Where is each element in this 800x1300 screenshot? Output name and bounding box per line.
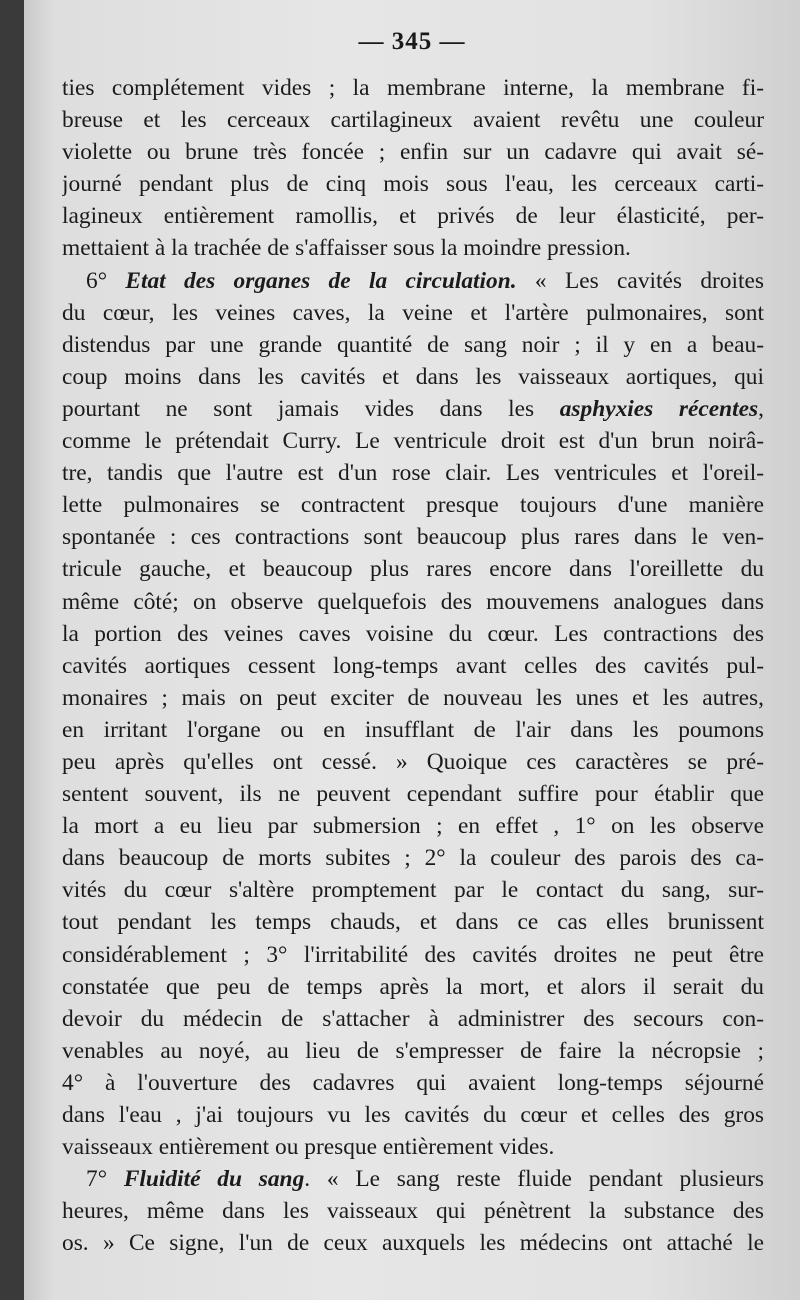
text-line: en irritant l'organe ou en insufflant de l'air dans les poumons	[62, 716, 764, 743]
text-line: venables au noyé, au lieu de s'empresser de faire la nécropsie ;	[62, 1037, 764, 1064]
text-fragment: pourtant ne sont jamais vides dans les	[62, 395, 560, 422]
italic-heading: Etat des organes de la circulation.	[125, 267, 517, 294]
text-line: lette pulmonaires se contractent presque toujours d'une manière	[62, 492, 764, 519]
page-number: — 345 —	[358, 28, 466, 55]
text-fragment: ,	[758, 395, 764, 422]
text-line: constatée que peu de temps après la mort, et alors il serait du	[62, 973, 764, 1000]
text-line: cavités aortiques cessent long-temps avant celles des cavités pul-	[62, 652, 764, 679]
text-fragment: 7°	[86, 1166, 124, 1193]
text-line: même côté; on observe quelquefois des mouvemens analogues dans	[62, 588, 764, 615]
text-fragment: . « Le sang reste fluide pendant plusieurs	[304, 1166, 764, 1193]
text-line	[62, 393, 764, 425]
text-fragment: « Les cavités droites	[516, 267, 764, 294]
text-line: mettaient à la trachée de s'affaisser sous la moindre pression.	[62, 235, 631, 262]
italic-heading: Fluidité du sang	[123, 1166, 305, 1193]
text-line: dans l'eau , j'ai toujours vu les cavités du cœur et celles des gros	[62, 1102, 764, 1128]
text-line: 4° à l'ouverture des cadavres qui avaient long-temps séjourné	[62, 1069, 764, 1096]
text-line: devoir du médecin de s'attacher à administrer des secours con-	[62, 1005, 764, 1032]
text-line: os. » Ce signe, l'un de ceux auxquels les médecins ont attaché le	[62, 1230, 764, 1257]
text-line: tre, tandis que l'autre est d'un rose clair. Les ventricules et l'oreil-	[62, 460, 764, 487]
text-line	[62, 265, 764, 297]
text-line: sentent souvent, ils ne peuvent cependant suffire pour établir que	[62, 781, 764, 808]
text-line: tricule gauche, et beaucoup plus rares encore dans l'oreillette du	[62, 556, 764, 583]
text-line: distendus par une grande quantité de sang noir ; il y en a beau-	[62, 331, 764, 358]
text-line: heures, même dans les vaisseaux qui pénètrent la substance des	[62, 1198, 764, 1225]
text-line: la mort a eu lieu par submersion ; en effet , 1° on les observe	[62, 813, 764, 840]
text-line: monaires ; mais on peut exciter de nouveau les unes et les autres,	[62, 684, 764, 711]
text-line: spontanée : ces contractions sont beaucoup plus rares dans le ven-	[62, 524, 764, 551]
text-line: breuse et les cerceaux cartilagineux avaient revêtu une couleur	[62, 107, 764, 134]
book-page	[24, 0, 800, 1300]
text-fragment: 6°	[86, 267, 126, 294]
text-line: du cœur, les veines caves, la veine et l'artère pulmonaires, sont	[62, 299, 764, 326]
text-line: vités du cœur s'altère promptement par le contact du sang, sur-	[62, 877, 764, 904]
text-line: coup moins dans les cavités et dans les vaisseaux aortiques, qui	[62, 363, 764, 390]
text-line: violette ou brune très foncée ; enfin sur un cadavre qui avait sé-	[62, 139, 764, 166]
text-line: considérablement ; 3° l'irritabilité des cavités droites ne peut être	[62, 941, 764, 968]
text-line: dans beaucoup de morts subites ; 2° la couleur des parois des ca-	[62, 845, 764, 872]
text-line	[62, 1163, 764, 1195]
text-line: tout pendant les temps chauds, et dans ce cas elles brunissent	[62, 909, 764, 936]
text-line: journé pendant plus de cinq mois sous l'eau, les cerceaux carti-	[62, 171, 764, 198]
text-line: ties complétement vides ; la membrane interne, la membrane fi-	[62, 75, 764, 101]
text-line: lagineux entièrement ramollis, et privés de leur élasticité, per-	[62, 203, 764, 230]
body-text	[62, 72, 764, 1259]
text-line: la portion des veines caves voisine du cœur. Les contractions des	[62, 620, 764, 647]
text-line: peu après qu'elles ont cessé. » Quoique ces caractères se pré-	[62, 748, 764, 775]
italic-heading: asphyxies récentes	[559, 395, 759, 422]
text-line: comme le prétendait Curry. Le ventricule droit est d'un brun noirâ-	[62, 428, 764, 455]
text-line: vaisseaux entièrement ou presque entièrement vides.	[62, 1134, 555, 1161]
